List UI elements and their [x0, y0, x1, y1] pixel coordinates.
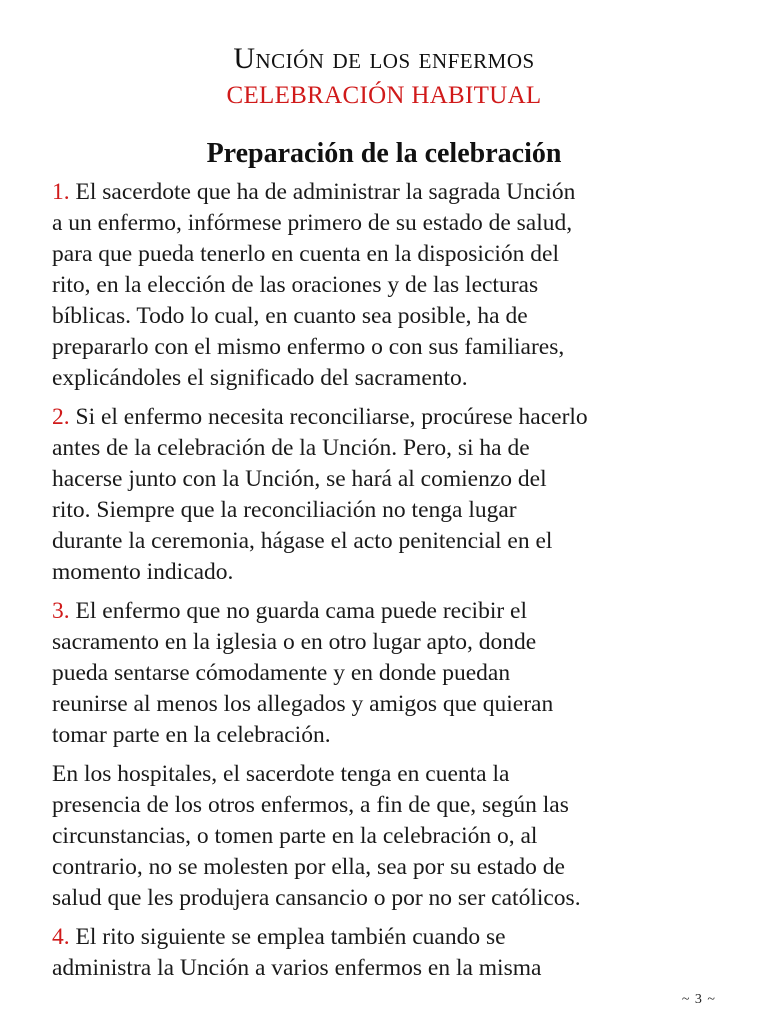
line-text: Si el enfermo necesita reconciliarse, procúrese hacerlo [69, 404, 588, 430]
paragraph-line: prepararlo con el mismo enfermo o con sus familiares, [52, 334, 565, 360]
paragraph-line: administra la Unción a varios enfermos en la misma [52, 955, 542, 981]
paragraph-line: hacerse junto con la Unción, se hará al comienzo del [52, 466, 547, 492]
paragraph-line: antes de la celebración de la Unción. Pero, si ha de [52, 435, 530, 461]
page-number: ~ 3 ~ [681, 992, 716, 1007]
paragraph-line: tomar parte en la celebración. [52, 722, 331, 748]
paragraph-line: contrario, no se molesten por ella, sea por su estado de [52, 854, 565, 880]
paragraph-line: circunstancias, o tomen parte en la celebración o, al [52, 823, 538, 849]
paragraph-line [52, 177, 724, 208]
paragraph-2 [52, 402, 724, 588]
paragraph-line: salud que les produjera cansancio o por no ser católicos. [52, 885, 581, 911]
paragraph-line [52, 596, 724, 627]
page-subtitle: CELEBRACIÓN HABITUAL [226, 82, 542, 109]
paragraph-number: 3. [52, 598, 70, 624]
paragraph-line: rito, en la elección de las oraciones y de las lecturas [52, 272, 539, 298]
section-heading: Preparación de la celebración [206, 138, 562, 169]
paragraph-line [52, 402, 724, 433]
paragraph-line: presencia de los otros enfermos, a fin de que, según las [52, 792, 569, 818]
line-text: El sacerdote que ha de administrar la sagrada Unción [69, 179, 576, 205]
paragraph-line: bíblicas. Todo lo cual, en cuanto sea posible, ha de [52, 303, 528, 329]
paragraph-number: 2. [52, 404, 70, 430]
paragraph-line: En los hospitales, el sacerdote tenga en cuenta la [52, 761, 510, 787]
line-text: El enfermo que no guarda cama puede recibir el [69, 598, 528, 624]
paragraph-line: para que pueda tenerlo en cuenta en la disposición del [52, 241, 560, 267]
paragraph-line: sacramento en la iglesia o en otro lugar apto, donde [52, 629, 537, 655]
paragraph-line: durante la ceremonia, hágase el acto penitencial en el [52, 528, 553, 554]
paragraph-line: rito. Siempre que la reconciliación no tenga lugar [52, 497, 517, 523]
paragraph-line: explicándoles el significado del sacramento. [52, 365, 468, 391]
page-title: Unción de los enfermos [233, 42, 535, 75]
paragraph-number: 1. [52, 179, 70, 205]
paragraph-4 [52, 922, 724, 984]
paragraph-line [52, 922, 724, 953]
paragraph-hospitals [52, 759, 724, 914]
paragraph-line: pueda sentarse cómodamente y en donde puedan [52, 660, 511, 686]
paragraph-line: reunirse al menos los allegados y amigos que quieran [52, 691, 554, 717]
paragraph-number: 4. [52, 924, 70, 950]
line-text: El rito siguiente se emplea también cuando se [69, 924, 506, 950]
paragraph-line: momento indicado. [52, 559, 234, 585]
body-text [52, 177, 724, 987]
paragraph-line: a un enfermo, infórmese primero de su estado de salud, [52, 210, 573, 236]
paragraph-1 [52, 177, 724, 394]
paragraph-3 [52, 596, 724, 751]
